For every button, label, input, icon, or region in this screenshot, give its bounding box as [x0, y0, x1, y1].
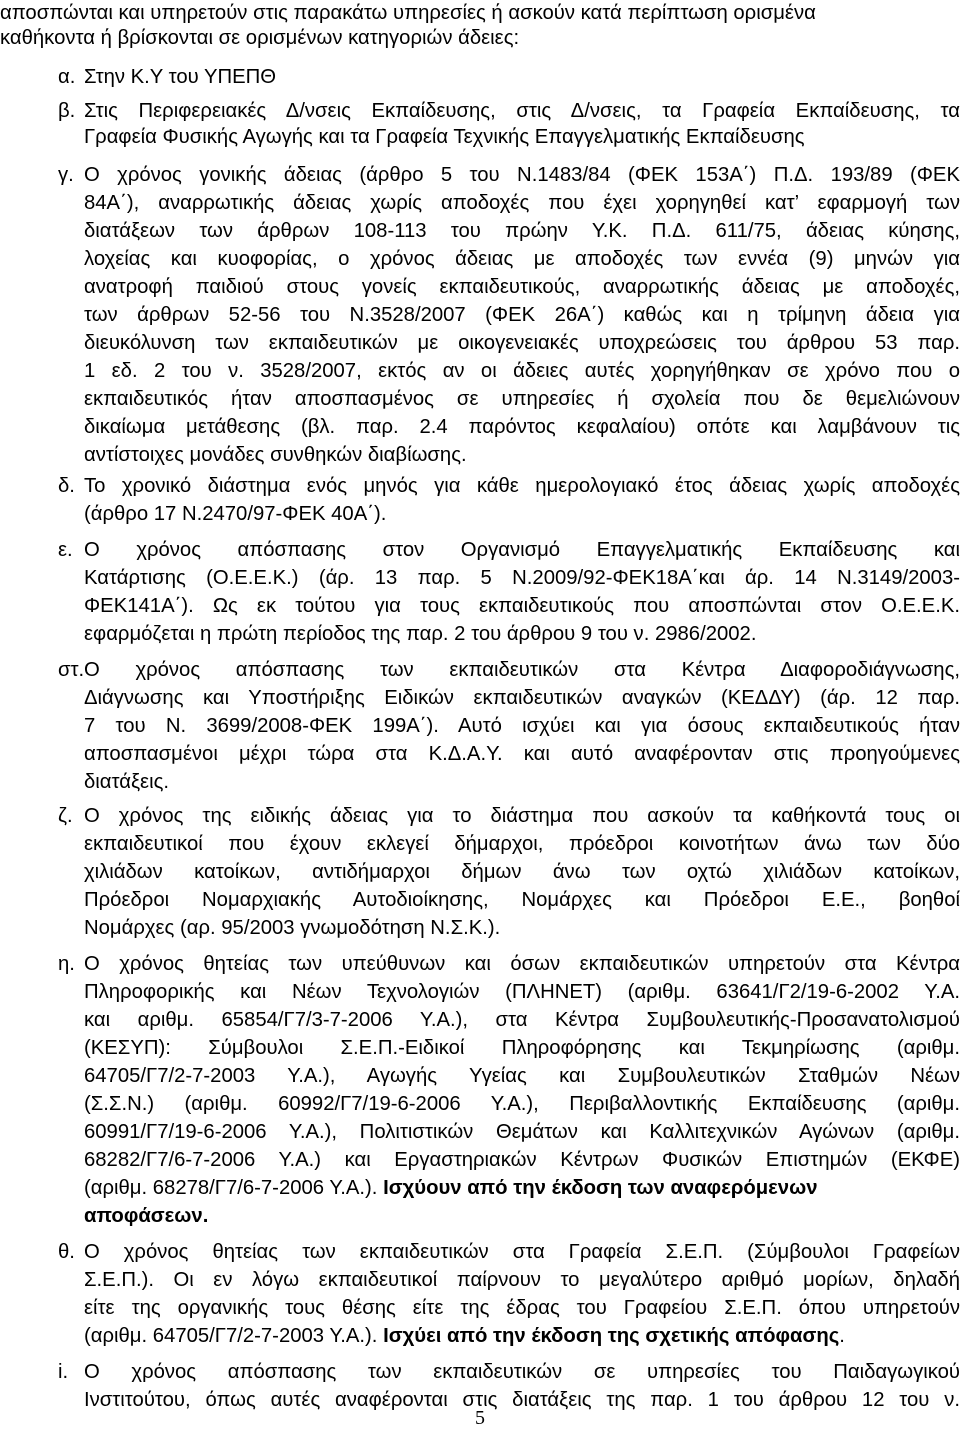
item-line: Κατάρτισης (Ο.Ε.Ε.Κ.) (άρ. 13 παρ. 5 Ν.2009/92-ΦΕΚ18Α΄και άρ. 14 Ν.3149/2003- [84, 567, 960, 589]
bold-note: Ισχύει από την έκδοση της σχετικής απόφασης [383, 1325, 840, 1347]
item-line: Ο χρόνος απόσπασης στον Οργανισμό Επαγγελματικής Εκπαίδευσης και [84, 539, 960, 561]
item-line: Σ.Ε.Π.). Οι εν λόγω εκπαιδευτικοί παίρνουν το μεγαλύτερο αριθμό μορίων, δηλαδή [84, 1269, 960, 1291]
item-line: διατάξεις. [84, 771, 170, 793]
item-label: δ. [58, 475, 75, 497]
item-line [84, 1175, 817, 1202]
item-line: Ο χρόνος θητείας των υπεύθυνων και όσων εκπαιδευτικών υπηρετούν στα Κέντρα [84, 953, 960, 975]
item-label: γ. [58, 164, 74, 186]
item-line: Ο χρόνος απόσπασης των εκπαιδευτικών στα Κέντρα Διαφοροδιάγνωσης, [84, 659, 960, 681]
item-label: ζ. [58, 805, 73, 827]
item-line: Ινστιτούτου, όπως αυτές αναφέρονται στις διατάξεις της παρ. 1 του άρθρου 12 του ν. [84, 1389, 960, 1411]
item-line: (ΚΕΣΥΠ): Σύμβουλοι Σ.Ε.Π.-Ειδικοί Πληροφόρησης και Τεκμηρίωσης (αριθμ. [84, 1037, 960, 1059]
item-line: Γραφεία Φυσικής Αγωγής και τα Γραφεία Τεχνικής Επαγγελματικής Εκπαίδευσης [84, 126, 805, 148]
item-line-text: (αριθμ. 68278/Γ7/6-7-2006 Υ.Α.). [84, 1177, 378, 1199]
item-line: Ο χρόνος γονικής άδειας (άρθρο 5 του Ν.1483/84 (ΦΕΚ 153Α΄) Π.Δ. 193/89 (ΦΕΚ [84, 164, 960, 186]
item-label: i. [58, 1361, 69, 1383]
bold-note: αποφάσεων. [84, 1205, 209, 1227]
item-line: 7 του Ν. 3699/2008-ΦΕΚ 199Α΄). Αυτό ισχύει και για όσους εκπαιδευτικούς ήταν [84, 715, 960, 737]
item-line: δικαίωμα μετάθεσης (βλ. παρ. 2.4 παρόντος κεφαλαίου) οπότε και λαμβάνουν τις [84, 416, 960, 438]
item-line-text: (αριθμ. 64705/Γ7/2-7-2003 Υ.Α.). [84, 1325, 378, 1347]
item-line: 84Α΄), αναρρωτικής άδειας χωρίς αποδοχές που έχει χορηγηθεί κατ’ εφαρμογή των [84, 192, 960, 214]
intro-line: αποσπώνται και υπηρετούν στις παρακάτω υπηρεσίες ή ασκούν κατά περίπτωση ορισμένα [0, 2, 816, 24]
item-line: αντίστοιχες μονάδες συνθηκών διαβίωσης. [84, 444, 467, 466]
item-line: (Σ.Σ.Ν.) (αριθμ. 60992/Γ7/19-6-2006 Υ.Α.), Περιβαλλοντικής Εκπαίδευσης (αριθμ. [84, 1093, 960, 1115]
item-line: ΦΕΚ141Α΄). Ως εκ τούτου για τους εκπαιδευτικούς που αποσπώνται στον Ο.Ε.Ε.Κ. [84, 595, 960, 617]
item-line: είτε της οργανικής τους θέσης είτε της έδρας του Γραφείου Σ.Ε.Π. όπου υπηρετούν [84, 1297, 960, 1319]
item-line: (αριθμ. 64705/Γ7/2-7-2003 Υ.Α.). Ισχύει από την έκδοση της σχετικής απόφασης. [84, 1325, 845, 1347]
item-line: Νομάρχες (αρ. 95/2003 γνωμοδότηση Ν.Σ.Κ.). [84, 917, 501, 939]
item-line: εκπαιδευτικός ήταν αποσπασμένος σε υπηρεσίες ή σχολεία που δε θεμελιώνουν [84, 388, 960, 410]
item-label: ε. [58, 539, 73, 561]
item-label: η. [58, 953, 75, 975]
item-line: εφαρμόζεται η πρώτη περίοδος της παρ. 2 του άρθρου 9 του ν. 2986/2002. [84, 623, 757, 645]
item-line: ανατροφή παιδιού στους γονείς εκπαιδευτικούς, αναρρωτικής άδειας με αποδοχές, [84, 276, 960, 298]
item-label: α. [58, 66, 76, 88]
item-line: Στις Περιφερειακές Δ/νσεις Εκπαίδευσης, στις Δ/νσεις, τα Γραφεία Εκπαίδευσης, τα [84, 100, 960, 122]
item-line: Στην Κ.Υ του ΥΠΕΠΘ [84, 66, 277, 88]
item-line: Ο χρόνος της ειδικής άδειας για το διάστημα που ασκούν τα καθήκοντά τους οι [84, 805, 960, 827]
item-line: και αριθμ. 65854/Γ7/3-7-2006 Υ.Α.), στα Κέντρα Συμβουλευτικής-Προσανατολισμού [84, 1009, 960, 1031]
item-line: λοχείας και κυοφορίας, ο χρόνος άδειας με αποδοχές των εννέα (9) μηνών για [84, 248, 960, 270]
item-line: Ο χρόνος θητείας των εκπαιδευτικών στα Γραφεία Σ.Ε.Π. (Σύμβουλοι Γραφείων [84, 1241, 960, 1263]
item-label: θ. [58, 1241, 75, 1263]
item-line: 1 εδ. 2 του ν. 3528/2007, εκτός αν οι άδειες αυτές χορηγήθηκαν σε χρόνο που ο [84, 360, 960, 382]
intro-line: καθήκοντα ή βρίσκονται σε ορισμένων κατηγοριών άδειες: [0, 27, 520, 49]
item-line: 68282/Γ7/6-7-2006 Υ.Α.) και Εργαστηριακών Κέντρων Φυσικών Επιστημών (ΕΚΦΕ) [84, 1149, 960, 1171]
item-line: Το χρονικό διάστημα ενός μηνός για κάθε ημερολογιακό έτος άδειας χωρίς αποδοχές [84, 475, 960, 497]
item-line: 60991/Γ7/19-6-2006 Υ.Α.), Πολιτιστικών Θεμάτων και Καλλιτεχνικών Αγώνων (αριθμ. [84, 1121, 960, 1143]
item-line: διευκόλυνση των εκπαιδευτικών με οικογενειακές υποχρεώσεις του άρθρου 53 παρ. [84, 332, 960, 354]
item-line: Πρόεδροι Νομαρχιακής Αυτοδιοίκησης, Νομάρχες και Πρόεδροι Ε.Ε., βοηθοί [84, 889, 960, 911]
item-label: στ. [58, 659, 85, 681]
item-line: Πληροφορικής και Νέων Τεχνολογιών (ΠΛΗΝΕΤ) (αριθμ. 63641/Γ2/19-6-2002 Υ.Α. [84, 981, 960, 1003]
item-label: β. [58, 100, 76, 122]
item-line: 64705/Γ7/2-7-2003 Υ.Α.), Αγωγής Υγείας και Συμβουλευτικών Σταθμών Νέων [84, 1065, 960, 1087]
page-number: 5 [475, 1407, 485, 1429]
item-line: εκπαιδευτικοί που έχουν εκλεγεί δήμαρχοι, πρόεδροι κοινοτήτων άνω των δύο [84, 833, 960, 855]
item-line: (άρθρο 17 Ν.2470/97-ΦΕΚ 40Α΄). [84, 503, 387, 525]
bold-note: Ισχύουν από την έκδοση των αναφερόμενων [383, 1177, 818, 1199]
item-line: αποσπασμένοι μέχρι τώρα στα Κ.Δ.Α.Υ. και αυτό αναφέρονταν στις προηγούμενες [84, 743, 960, 765]
item-line: Διάγνωσης και Υποστήριξης Ειδικών εκπαιδευτικών αναγκών (ΚΕΔΔΥ) (άρ. 12 παρ. [84, 687, 960, 709]
item-line: Ο χρόνος απόσπασης των εκπαιδευτικών σε υπηρεσίες του Παιδαγωγικού [84, 1361, 960, 1383]
item-line: χιλιάδων κατοίκων, αντιδήμαρχοι δήμων άνω των οχτώ χιλιάδων κατοίκων, [84, 861, 960, 883]
item-line: των άρθρων 52-56 του Ν.3528/2007 (ΦΕΚ 26Α΄) καθώς και η τρίμηνη άδεια για [84, 304, 960, 326]
item-line: διατάξεων των άρθρων 108-113 του πρώην Υ.Κ. Π.Δ. 611/75, άδειας κύησης, [84, 220, 960, 242]
